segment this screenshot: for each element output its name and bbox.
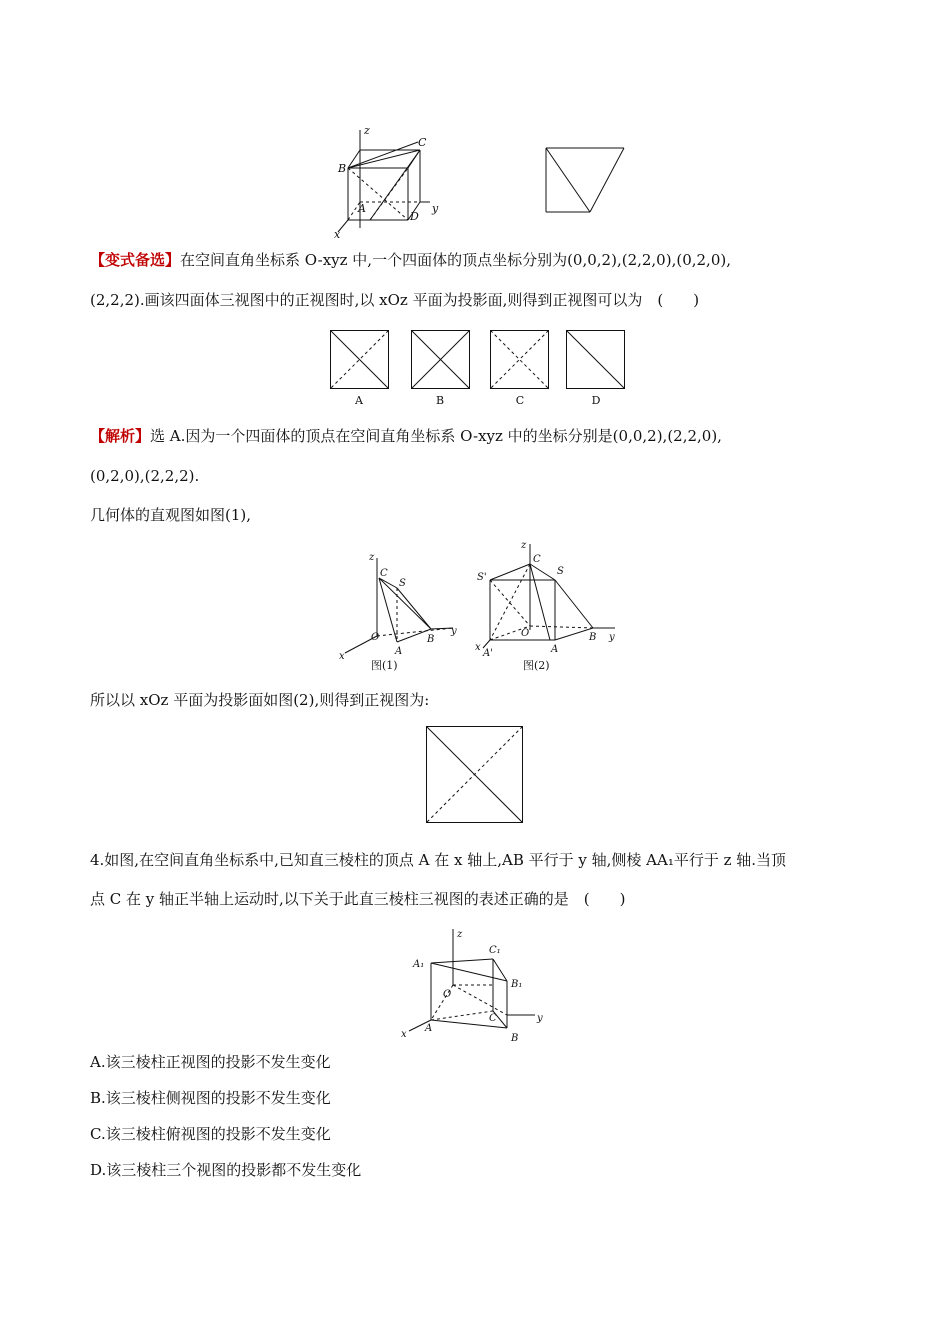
choice-c: C.该三棱柱俯视图的投影不发生变化 (90, 1125, 331, 1143)
fig2-Aprime-label: A' (483, 648, 493, 659)
prism-B-label: B (511, 1033, 519, 1044)
prism-A-label: A (425, 1023, 433, 1034)
variant-line-2: (2,2,2).画该四面体三视图中的正视图时,以 xOz 平面为投影面,则得到正视图可以为 ( ) (90, 291, 700, 309)
prism-y-label: y (537, 1013, 543, 1024)
point-B-label: B (338, 162, 347, 175)
fig1-B-label: B (427, 634, 435, 645)
fig1-z-label: z (369, 552, 375, 563)
prism-x-label: x (401, 1029, 407, 1040)
prism-z-label: z (457, 929, 463, 940)
fig2-y-label: y (609, 632, 615, 643)
fig2-caption: 图(2) (523, 659, 550, 672)
option-label-c: C (515, 394, 525, 407)
variant-tag: 【变式备选】 (90, 251, 181, 269)
option-label-d: D (591, 394, 601, 407)
prism-C-label: C (489, 1013, 497, 1024)
fig1-A-label: A (395, 646, 403, 657)
figure-2 (475, 540, 625, 675)
fig2-z-label: z (521, 540, 527, 551)
analysis-line-2: (0,2,0),(2,2,2). (90, 467, 200, 485)
fig2-S-label: S (557, 566, 564, 577)
choice-a: A.该三棱柱正视图的投影不发生变化 (90, 1053, 331, 1071)
prism-O-label: O (443, 989, 452, 1000)
fig1-O-label: O (371, 632, 380, 643)
analysis-line-1 (90, 426, 722, 446)
prism-figure (395, 925, 555, 1045)
analysis-line-4: 所以以 xOz 平面为投影面如图(2),则得到正视图为: (90, 691, 430, 709)
analysis-line-3: 几何体的直观图如图(1), (90, 506, 252, 524)
view-figure (540, 140, 640, 220)
fig1-C-label: C (380, 568, 388, 579)
option-figure-b (411, 330, 471, 390)
fig2-x-label: x (475, 642, 481, 653)
point-C-label: C (418, 136, 427, 149)
fig2-O-label: O (521, 628, 530, 639)
prism-A1-label: A₁ (413, 959, 425, 970)
choice-d: D.该三棱柱三个视图的投影都不发生变化 (90, 1161, 362, 1179)
point-D-label: D (410, 210, 419, 223)
fig2-B-label: B (589, 632, 597, 643)
prism-B1-label: B₁ (511, 979, 523, 990)
fig1-S-label: S (399, 578, 406, 589)
choice-b: B.该三棱柱侧视图的投影不发生变化 (90, 1089, 331, 1107)
option-label-a: A (355, 394, 363, 407)
q4-line-1: 4.如图,在空间直角坐标系中,已知直三棱柱的顶点 A 在 x 轴上,AB 平行于 y 轴,侧棱 AA₁平行于 z 轴.当顶 (90, 851, 787, 869)
axis-z-label: z (364, 124, 370, 137)
fig1-x-label: x (339, 651, 345, 662)
option-label-b: B (435, 394, 445, 407)
fig1-y-label: y (451, 626, 457, 637)
point-A-label: A (358, 202, 366, 215)
analysis-tag: 【解析】 (90, 427, 151, 445)
option-figure-a (330, 330, 390, 390)
fig1-caption: 图(1) (371, 659, 398, 672)
q4-line-2: 点 C 在 y 轴正半轴上运动时,以下关于此直三棱柱三视图的表述正确的是 ( ) (90, 890, 626, 908)
variant-text-1: 在空间直角坐标系 O-xyz 中,一个四面体的顶点坐标分别为(0,0,2),(2,2,0),(0,2,0), (180, 251, 731, 269)
axis-x-label: x (334, 228, 341, 241)
front-view-answer (426, 726, 526, 826)
option-figure-c (490, 330, 550, 390)
fig2-C-label: C (533, 554, 541, 565)
figure-1 (335, 548, 465, 673)
option-figure-d (566, 330, 626, 390)
prism-C1-label: C₁ (489, 945, 501, 956)
fig2-Sprime-label: S' (477, 572, 487, 583)
variant-line-1 (90, 250, 731, 270)
cube-figure (330, 120, 450, 240)
axis-y-label: y (432, 202, 439, 215)
fig2-A-label: A (551, 644, 559, 655)
analysis-text-1: 选 A.因为一个四面体的顶点在空间直角坐标系 O-xyz 中的坐标分别是(0,0,2),(2,2,0), (150, 427, 722, 445)
